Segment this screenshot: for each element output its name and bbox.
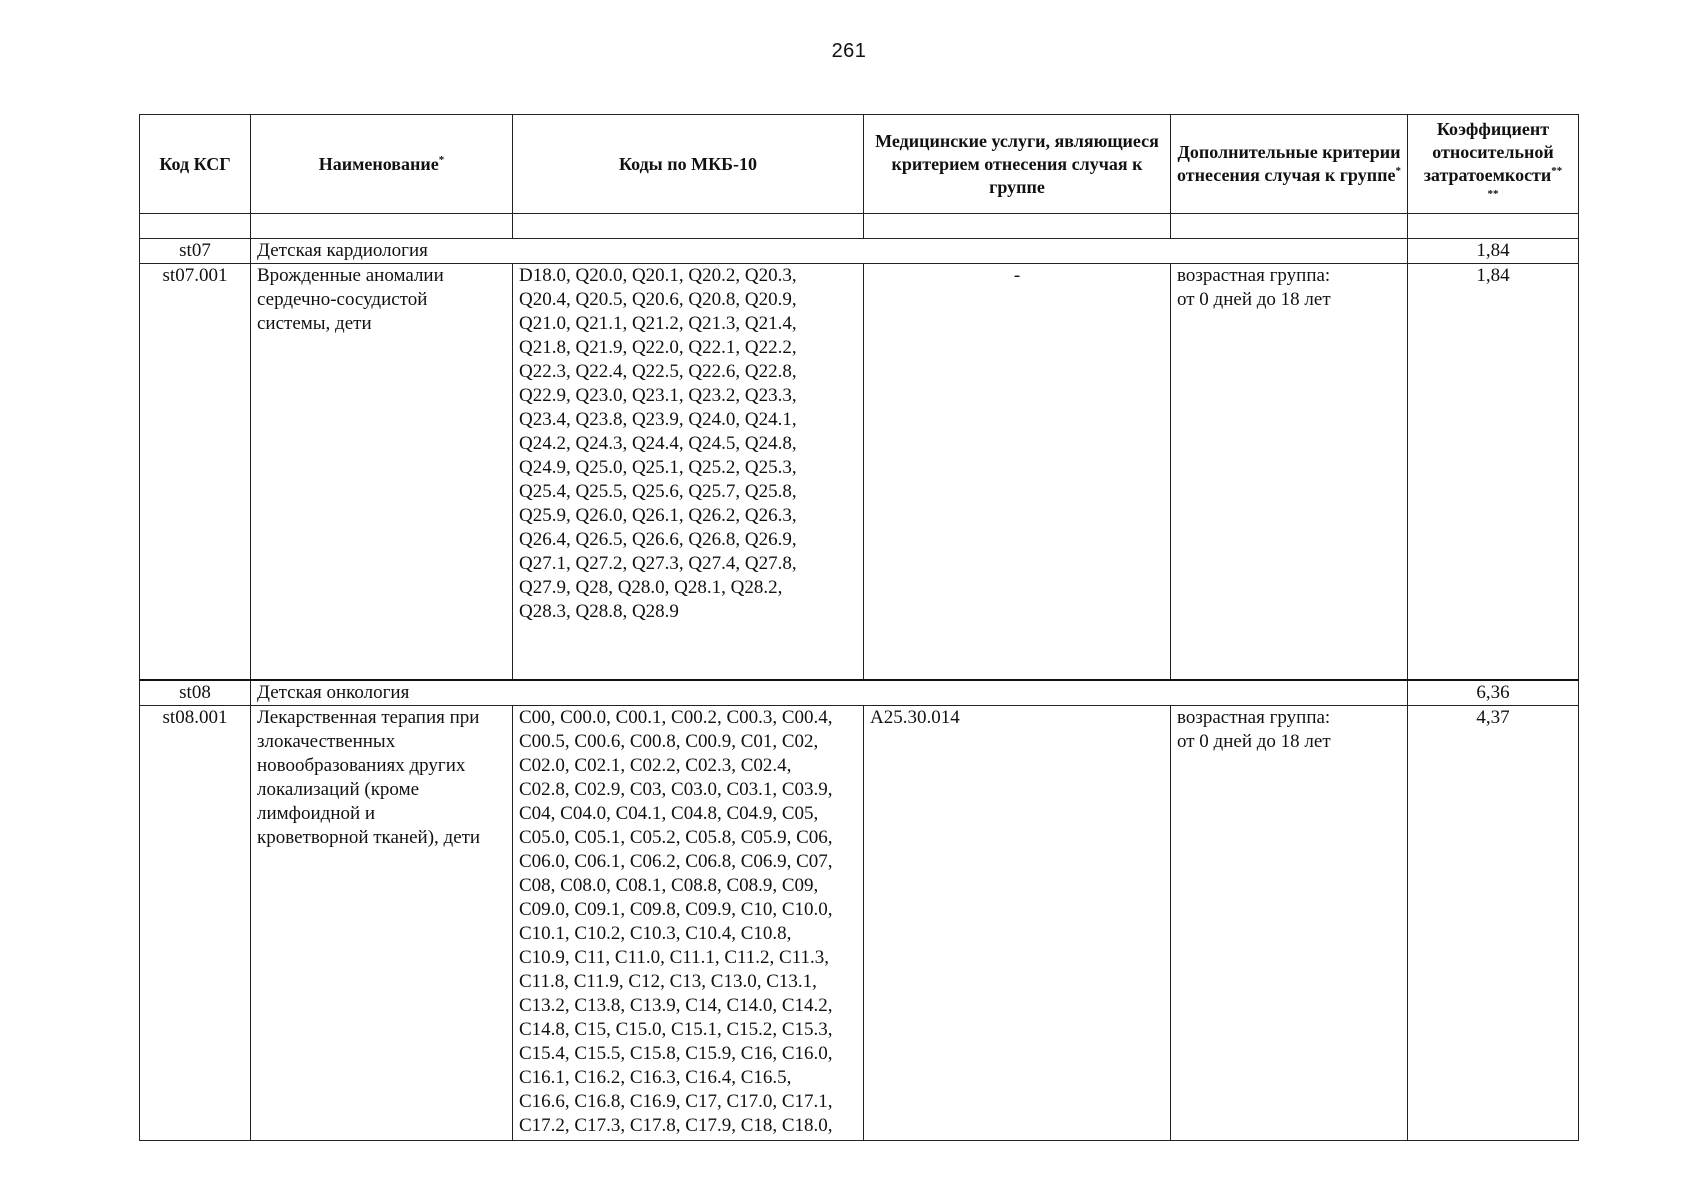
footnote-mark: ** [1551,165,1563,177]
header-code: Код КСГ [140,115,251,214]
ksg-name: Детская кардиология [251,239,1408,264]
cost-coefficient: 1,84 [1408,264,1579,681]
empty-row [140,214,1579,239]
header-cost-coefficient: Коэффициент относительной затратоемкости** ** [1408,115,1579,214]
page-number: 261 [831,40,867,62]
icd-codes: C00, C00.0, C00.1, C00.2, C00.3, C00.4, C00.5, C00.6, C00.8, C00.9, C01, C02, C02.0, C02.1, C02.2, C02.3, C02.4, C02.8, C02.9, C03, C03.0, C03.1, C03.9, C04, C04.0, C04.1, C04.8, C04.9, C05, C05.0, C05.1, C05.2, C05.8, C05.9, C06, C06.0, C06.1, C06.2, C06.8, C06.9, C07, C08, C08.0, C08.1, C08.8, C08.9, C09, C09.0, C09.1, C09.8, C09.9, C10, C10.0, C10.1, C10.2, C10.3, C10.4, C10.8, C10.9, C11, C11.0, C11.1, C11.2, C11.3, C11.8, C11.9, C12, C13, C13.0, C13.1, C13.2, C13.8, C13.9, C14, C14.0, C14.2, C14.8, C15, C15.0, C15.1, C15.2, C15.3, C15.4, C15.5, C15.8, C15.9, C16, C16.0, C16.1, C16.2, C16.3, C16.4, C16.5, C16.6, C16.8, C16.9, C17, C17.0, C17.1, C17.2, C17.3, C17.8, C17.9, C18, C18.0, [513,706,864,1141]
additional-criteria: возрастная группа: от 0 дней до 18 лет [1171,706,1408,1141]
header-medical-services: Медицинские услуги, являющиеся критерием отнесения случая к группе [864,115,1171,214]
cost-coefficient: 1,84 [1408,239,1579,264]
header-name: Наименование* [251,115,513,214]
section-row-st08 [140,680,1579,706]
footnote-mark: * [1395,165,1401,177]
ksg-name: Лекарственная терапия при злокачественных новообразованиях других локализаций (кроме лимфоидной и кроветворной тканей), дети [251,706,513,1141]
medical-services: A25.30.014 [864,706,1171,1141]
header-row [140,115,1579,214]
table-row-st08-001 [140,706,1579,1141]
header-additional-criteria: Дополнительные критерии отнесения случая к группе* [1171,115,1408,214]
footnote-mark: * [438,153,445,166]
ksg-name: Детская онкология [251,680,1408,706]
header-icd-codes: Коды по МКБ-10 [513,115,864,214]
medical-services: - [864,264,1171,681]
additional-criteria: возрастная группа: от 0 дней до 18 лет [1171,264,1408,681]
ksg-code: st07 [140,239,251,264]
table-row-st07-001 [140,264,1579,681]
ksg-code: st08.001 [140,706,251,1141]
ksg-name: Врожденные аномалии сердечно-сосудистой системы, дети [251,264,513,681]
footnote-mark: ** [1487,188,1499,200]
cost-coefficient: 6,36 [1408,680,1579,706]
section-row-st07 [140,239,1579,264]
ksg-code: st08 [140,680,251,706]
cost-coefficient: 4,37 [1408,706,1579,1141]
ksg-table [139,114,1579,1141]
icd-codes: D18.0, Q20.0, Q20.1, Q20.2, Q20.3, Q20.4, Q20.5, Q20.6, Q20.8, Q20.9, Q21.0, Q21.1, Q21.2, Q21.3, Q21.4, Q21.8, Q21.9, Q22.0, Q22.1, Q22.2, Q22.3, Q22.4, Q22.5, Q22.6, Q22.8, Q22.9, Q23.0, Q23.1, Q23.2, Q23.3, Q23.4, Q23.8, Q23.9, Q24.0, Q24.1, Q24.2, Q24.3, Q24.4, Q24.5, Q24.8, Q24.9, Q25.0, Q25.1, Q25.2, Q25.3, Q25.4, Q25.5, Q25.6, Q25.7, Q25.8, Q25.9, Q26.0, Q26.1, Q26.2, Q26.3, Q26.4, Q26.5, Q26.6, Q26.8, Q26.9, Q27.1, Q27.2, Q27.3, Q27.4, Q27.8, Q27.9, Q28, Q28.0, Q28.1, Q28.2, Q28.3, Q28.8, Q28.9 [513,264,864,681]
ksg-code: st07.001 [140,264,251,681]
